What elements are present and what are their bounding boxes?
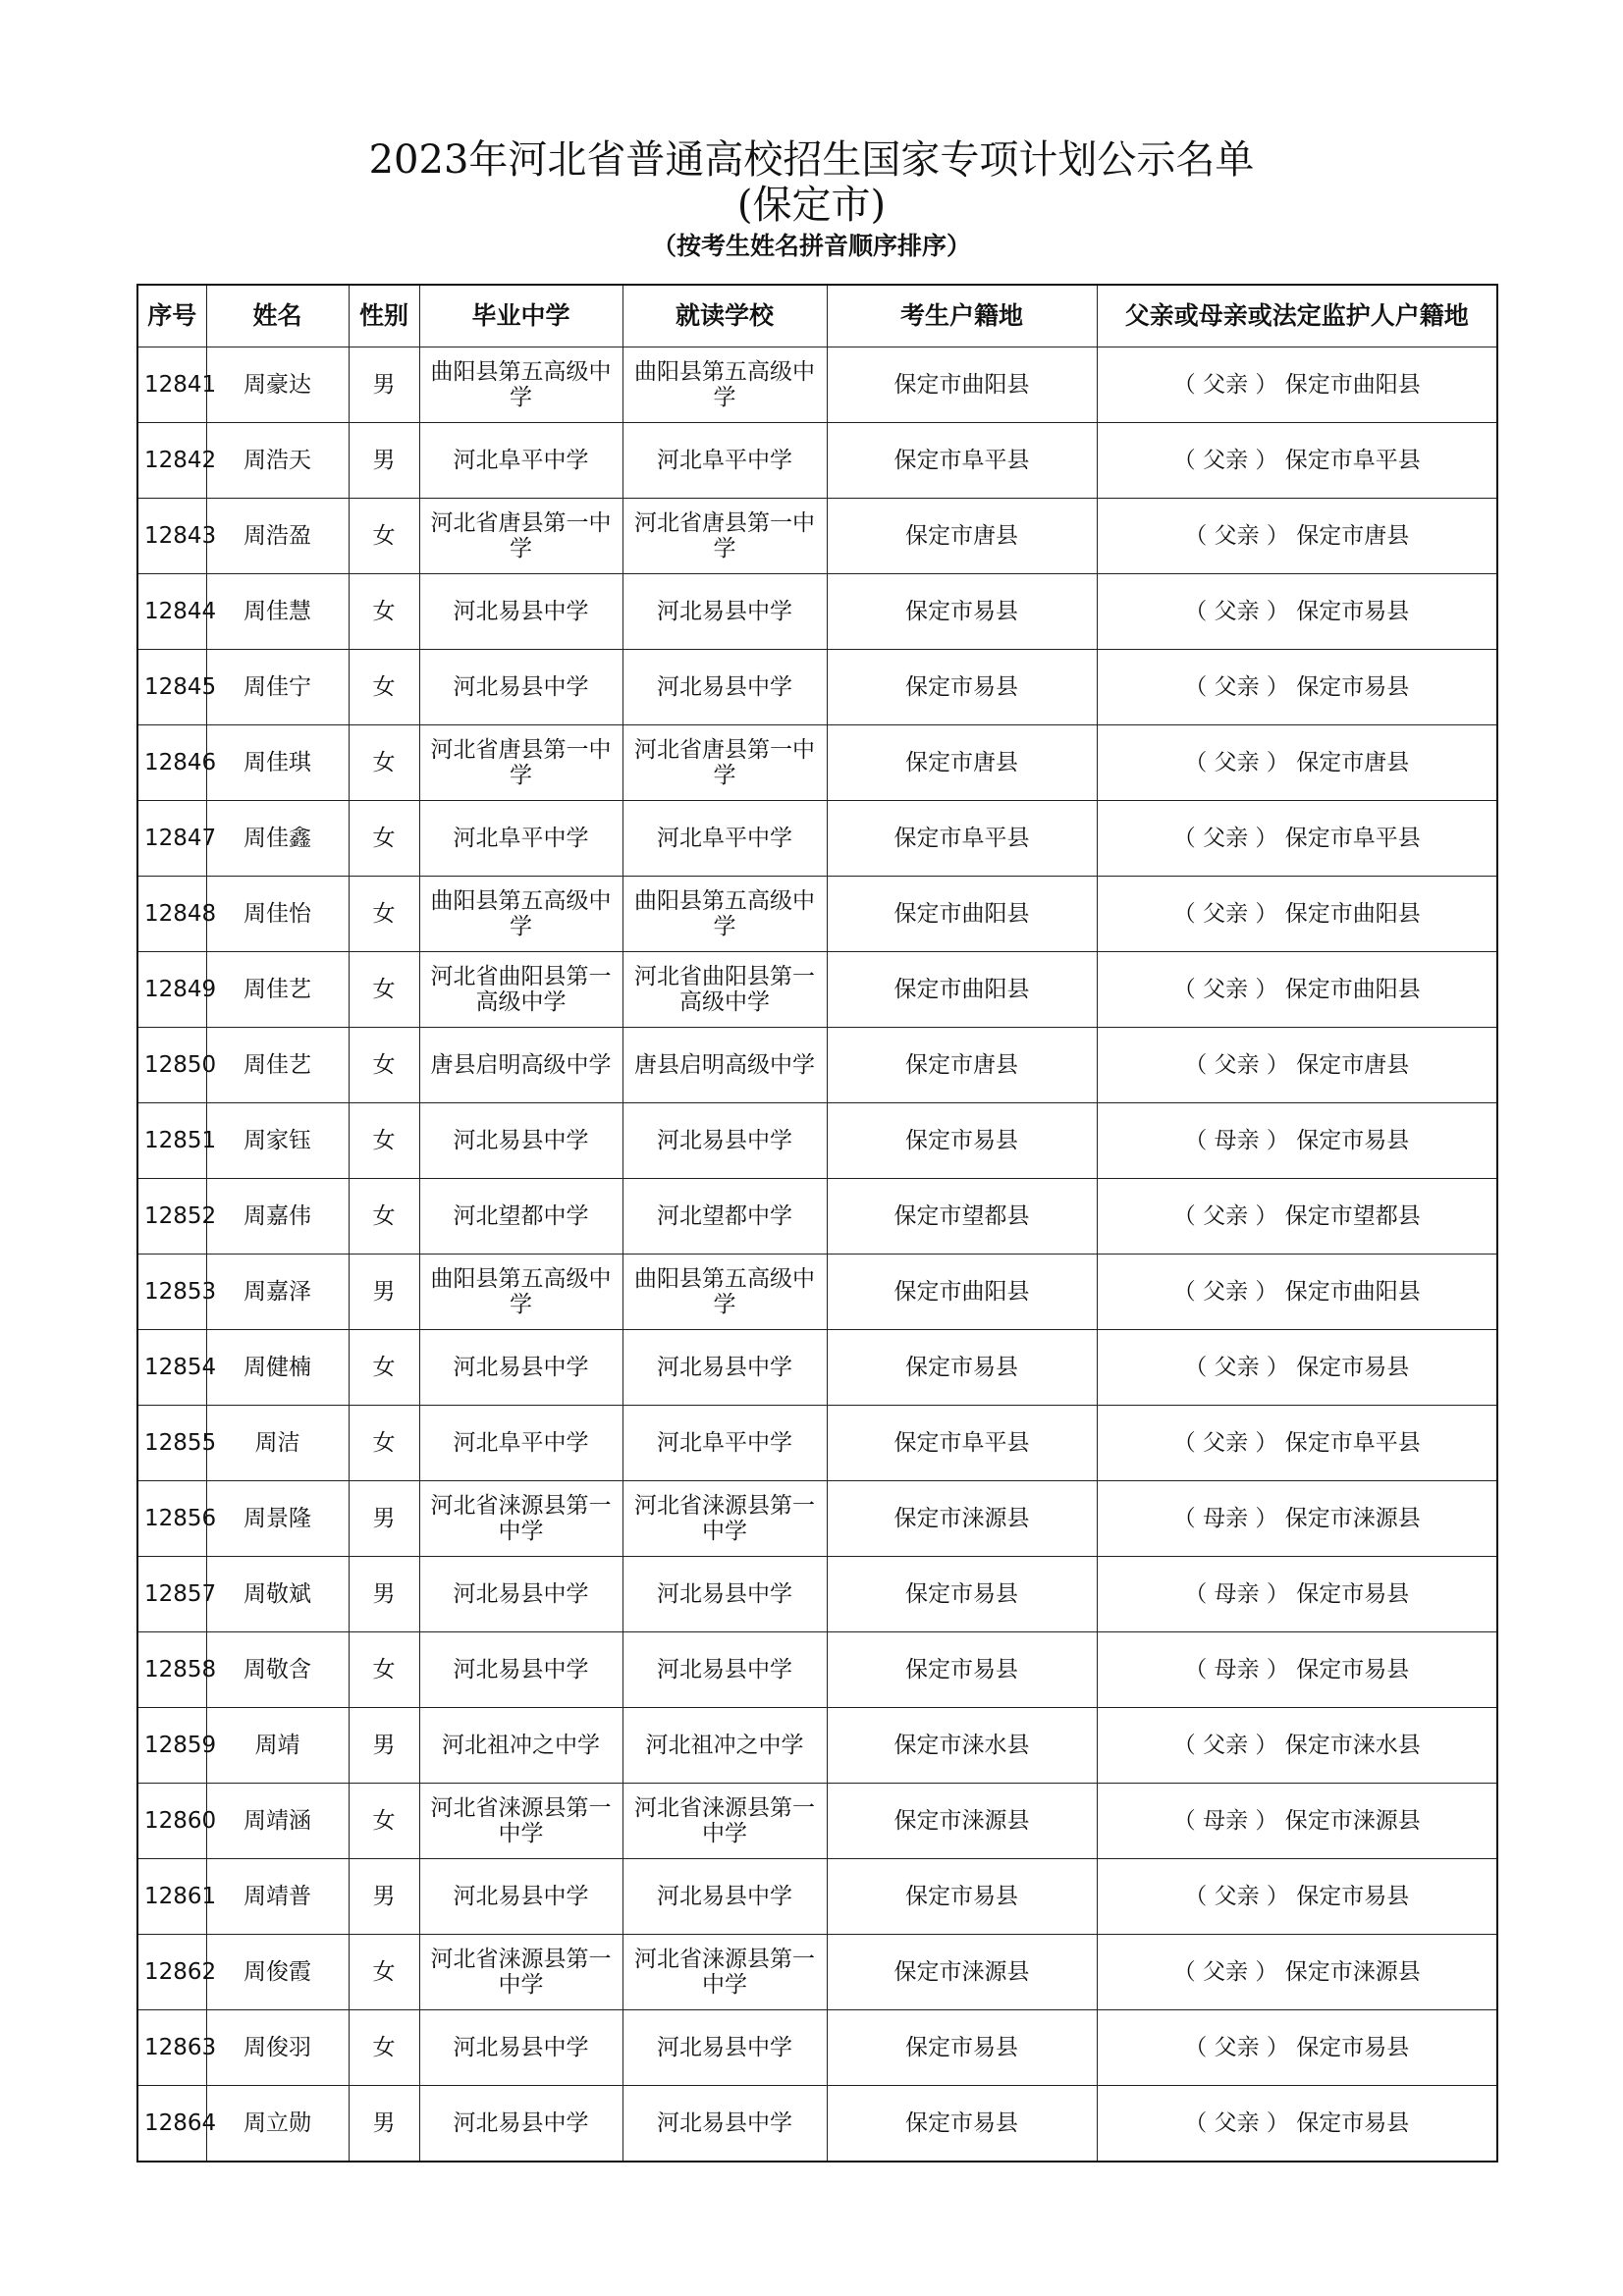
cell-hukou: 保定市涞源县 [827, 1784, 1097, 1859]
cell-gender: 女 [349, 801, 419, 877]
cell-guardian-hukou: （ 父亲 ） 保定市易县 [1097, 2010, 1497, 2086]
cell-current-school: 河北易县中学 [622, 650, 827, 725]
cell-current-school: 曲阳县第五高级中学 [622, 347, 827, 423]
cell-name: 周佳慧 [206, 574, 349, 650]
cell-grad-school: 河北易县中学 [419, 2010, 622, 2086]
col-header-grad-school: 毕业中学 [419, 285, 622, 347]
table-row [137, 952, 1497, 1028]
cell-name: 周洁 [206, 1406, 349, 1481]
cell-gender: 男 [349, 1481, 419, 1557]
table-row [137, 499, 1497, 574]
cell-name: 周佳鑫 [206, 801, 349, 877]
col-header-gender: 性别 [349, 285, 419, 347]
cell-current-school: 河北省唐县第一中学 [622, 499, 827, 574]
cell-hukou: 保定市望都县 [827, 1179, 1097, 1255]
cell-guardian-hukou: （ 父亲 ） 保定市易县 [1097, 1859, 1497, 1935]
cell-gender: 男 [349, 1255, 419, 1330]
cell-gender: 男 [349, 423, 419, 499]
cell-grad-school: 河北易县中学 [419, 1632, 622, 1708]
sort-note: （按考生姓名拼音顺序排序） [651, 232, 971, 260]
cell-grad-school: 河北易县中学 [419, 1859, 622, 1935]
cell-hukou: 保定市唐县 [827, 725, 1097, 801]
cell-current-school: 河北易县中学 [622, 1632, 827, 1708]
cell-guardian-hukou: （ 父亲 ） 保定市易县 [1097, 2086, 1497, 2163]
cell-gender: 女 [349, 1103, 419, 1179]
cell-hukou: 保定市涞源县 [827, 1935, 1097, 2010]
cell-seq: 12857 [137, 1557, 206, 1632]
cell-name: 周敬含 [206, 1632, 349, 1708]
cell-gender: 女 [349, 574, 419, 650]
cell-hukou: 保定市阜平县 [827, 801, 1097, 877]
table-row [137, 1784, 1497, 1859]
cell-grad-school: 河北省涞源县第一中学 [419, 1481, 622, 1557]
table-row [137, 2086, 1497, 2163]
cell-grad-school: 河北易县中学 [419, 1103, 622, 1179]
cell-seq: 12853 [137, 1255, 206, 1330]
cell-hukou: 保定市涞水县 [827, 1708, 1097, 1784]
cell-guardian-hukou: （ 父亲 ） 保定市阜平县 [1097, 423, 1497, 499]
cell-current-school: 河北祖冲之中学 [622, 1708, 827, 1784]
cell-grad-school: 河北省涞源县第一中学 [419, 1935, 622, 2010]
cell-seq: 12843 [137, 499, 206, 574]
cell-guardian-hukou: （ 父亲 ） 保定市阜平县 [1097, 1406, 1497, 1481]
cell-seq: 12854 [137, 1330, 206, 1406]
table-row [137, 650, 1497, 725]
cell-grad-school: 河北易县中学 [419, 1557, 622, 1632]
cell-grad-school: 河北阜平中学 [419, 801, 622, 877]
cell-gender: 女 [349, 1784, 419, 1859]
cell-name: 周浩盈 [206, 499, 349, 574]
cell-seq: 12848 [137, 877, 206, 952]
cell-name: 周敬斌 [206, 1557, 349, 1632]
cell-name: 周嘉伟 [206, 1179, 349, 1255]
cell-hukou: 保定市易县 [827, 2086, 1097, 2163]
cell-guardian-hukou: （ 父亲 ） 保定市涞水县 [1097, 1708, 1497, 1784]
cell-hukou: 保定市易县 [827, 650, 1097, 725]
cell-hukou: 保定市易县 [827, 1632, 1097, 1708]
cell-hukou: 保定市曲阳县 [827, 952, 1097, 1028]
cell-name: 周景隆 [206, 1481, 349, 1557]
cell-current-school: 河北易县中学 [622, 1103, 827, 1179]
cell-seq: 12852 [137, 1179, 206, 1255]
cell-name: 周靖普 [206, 1859, 349, 1935]
cell-name: 周俊霞 [206, 1935, 349, 2010]
table-row [137, 347, 1497, 423]
cell-current-school: 河北省涞源县第一中学 [622, 1481, 827, 1557]
cell-guardian-hukou: （ 父亲 ） 保定市曲阳县 [1097, 877, 1497, 952]
document-title: 2023年河北省普通高校招生国家专项计划公示名单 [368, 137, 1255, 183]
cell-gender: 女 [349, 1632, 419, 1708]
cell-gender: 男 [349, 1708, 419, 1784]
cell-guardian-hukou: （ 父亲 ） 保定市易县 [1097, 650, 1497, 725]
cell-guardian-hukou: （ 父亲 ） 保定市曲阳县 [1097, 347, 1497, 423]
cell-seq: 12862 [137, 1935, 206, 2010]
cell-name: 周靖 [206, 1708, 349, 1784]
cell-gender: 男 [349, 1557, 419, 1632]
cell-grad-school: 河北阜平中学 [419, 423, 622, 499]
cell-guardian-hukou: （ 母亲 ） 保定市易县 [1097, 1103, 1497, 1179]
cell-grad-school: 河北省涞源县第一中学 [419, 1784, 622, 1859]
cell-seq: 12841 [137, 347, 206, 423]
table-row [137, 1406, 1497, 1481]
table-header-row [137, 285, 1497, 347]
document-subtitle: (保定市) [736, 183, 887, 228]
table-row [137, 1632, 1497, 1708]
cell-grad-school: 曲阳县第五高级中学 [419, 1255, 622, 1330]
cell-name: 周浩天 [206, 423, 349, 499]
cell-hukou: 保定市曲阳县 [827, 877, 1097, 952]
cell-name: 周佳琪 [206, 725, 349, 801]
cell-guardian-hukou: （ 父亲 ） 保定市曲阳县 [1097, 1255, 1497, 1330]
cell-seq: 12850 [137, 1028, 206, 1103]
table-row [137, 1859, 1497, 1935]
cell-current-school: 河北易县中学 [622, 1330, 827, 1406]
cell-current-school: 河北省唐县第一中学 [622, 725, 827, 801]
table-row [137, 1028, 1497, 1103]
cell-gender: 女 [349, 1179, 419, 1255]
cell-hukou: 保定市易县 [827, 1330, 1097, 1406]
cell-current-school: 河北易县中学 [622, 2086, 827, 2163]
cell-gender: 女 [349, 2010, 419, 2086]
cell-gender: 女 [349, 877, 419, 952]
cell-gender: 女 [349, 725, 419, 801]
cell-name: 周豪达 [206, 347, 349, 423]
cell-guardian-hukou: （ 母亲 ） 保定市易县 [1097, 1632, 1497, 1708]
cell-guardian-hukou: （ 父亲 ） 保定市涞源县 [1097, 1935, 1497, 2010]
cell-current-school: 河北省涞源县第一中学 [622, 1935, 827, 2010]
cell-gender: 女 [349, 1406, 419, 1481]
cell-name: 周健楠 [206, 1330, 349, 1406]
cell-seq: 12846 [137, 725, 206, 801]
cell-guardian-hukou: （ 父亲 ） 保定市望都县 [1097, 1179, 1497, 1255]
cell-hukou: 保定市唐县 [827, 499, 1097, 574]
cell-hukou: 保定市易县 [827, 1103, 1097, 1179]
cell-current-school: 河北省涞源县第一中学 [622, 1784, 827, 1859]
table-row [137, 1179, 1497, 1255]
cell-seq: 12864 [137, 2086, 206, 2163]
cell-name: 周嘉泽 [206, 1255, 349, 1330]
cell-current-school: 唐县启明高级中学 [622, 1028, 827, 1103]
cell-grad-school: 曲阳县第五高级中学 [419, 347, 622, 423]
roster-table [136, 284, 1498, 2163]
cell-current-school: 河北易县中学 [622, 2010, 827, 2086]
cell-seq: 12855 [137, 1406, 206, 1481]
cell-grad-school: 河北望都中学 [419, 1179, 622, 1255]
cell-hukou: 保定市涞源县 [827, 1481, 1097, 1557]
table-row [137, 423, 1497, 499]
table-row [137, 1557, 1497, 1632]
table-row [137, 2010, 1497, 2086]
cell-grad-school: 河北易县中学 [419, 1330, 622, 1406]
cell-seq: 12849 [137, 952, 206, 1028]
cell-hukou: 保定市曲阳县 [827, 347, 1097, 423]
cell-grad-school: 河北省曲阳县第一高级中学 [419, 952, 622, 1028]
cell-seq: 12858 [137, 1632, 206, 1708]
table-row [137, 801, 1497, 877]
cell-name: 周佳艺 [206, 1028, 349, 1103]
cell-gender: 男 [349, 1859, 419, 1935]
cell-guardian-hukou: （ 父亲 ） 保定市易县 [1097, 574, 1497, 650]
cell-current-school: 河北阜平中学 [622, 801, 827, 877]
cell-name: 周家钰 [206, 1103, 349, 1179]
cell-current-school: 曲阳县第五高级中学 [622, 1255, 827, 1330]
cell-gender: 女 [349, 1330, 419, 1406]
table-row [137, 574, 1497, 650]
cell-seq: 12859 [137, 1708, 206, 1784]
cell-current-school: 河北易县中学 [622, 574, 827, 650]
cell-guardian-hukou: （ 母亲 ） 保定市涞源县 [1097, 1481, 1497, 1557]
table-row [137, 1330, 1497, 1406]
table-row [137, 1103, 1497, 1179]
cell-name: 周靖涵 [206, 1784, 349, 1859]
cell-grad-school: 河北易县中学 [419, 2086, 622, 2163]
table-row [137, 1708, 1497, 1784]
cell-grad-school: 河北省唐县第一中学 [419, 499, 622, 574]
col-header-name: 姓名 [206, 285, 349, 347]
table-row [137, 1255, 1497, 1330]
col-header-guardian-hukou: 父亲或母亲或法定监护人户籍地 [1097, 285, 1497, 347]
cell-gender: 男 [349, 2086, 419, 2163]
cell-grad-school: 唐县启明高级中学 [419, 1028, 622, 1103]
table-row [137, 1935, 1497, 2010]
cell-gender: 女 [349, 1028, 419, 1103]
cell-name: 周立勋 [206, 2086, 349, 2163]
cell-gender: 女 [349, 499, 419, 574]
cell-grad-school: 河北阜平中学 [419, 1406, 622, 1481]
cell-seq: 12860 [137, 1784, 206, 1859]
cell-current-school: 河北易县中学 [622, 1859, 827, 1935]
cell-current-school: 河北望都中学 [622, 1179, 827, 1255]
cell-seq: 12844 [137, 574, 206, 650]
cell-gender: 女 [349, 650, 419, 725]
cell-seq: 12861 [137, 1859, 206, 1935]
cell-hukou: 保定市易县 [827, 1557, 1097, 1632]
cell-hukou: 保定市曲阳县 [827, 1255, 1097, 1330]
cell-hukou: 保定市阜平县 [827, 423, 1097, 499]
cell-guardian-hukou: （ 父亲 ） 保定市曲阳县 [1097, 952, 1497, 1028]
cell-current-school: 河北阜平中学 [622, 1406, 827, 1481]
col-header-current-school: 就读学校 [622, 285, 827, 347]
table-row [137, 877, 1497, 952]
cell-gender: 女 [349, 1935, 419, 2010]
col-header-hukou: 考生户籍地 [827, 285, 1097, 347]
cell-hukou: 保定市易县 [827, 2010, 1097, 2086]
cell-guardian-hukou: （ 父亲 ） 保定市唐县 [1097, 725, 1497, 801]
cell-name: 周俊羽 [206, 2010, 349, 2086]
table-body [137, 347, 1497, 2163]
cell-guardian-hukou: （ 父亲 ） 保定市阜平县 [1097, 801, 1497, 877]
cell-hukou: 保定市易县 [827, 574, 1097, 650]
cell-grad-school: 河北祖冲之中学 [419, 1708, 622, 1784]
cell-grad-school: 河北易县中学 [419, 574, 622, 650]
cell-seq: 12845 [137, 650, 206, 725]
cell-grad-school: 河北省唐县第一中学 [419, 725, 622, 801]
cell-name: 周佳艺 [206, 952, 349, 1028]
cell-guardian-hukou: （ 父亲 ） 保定市唐县 [1097, 499, 1497, 574]
cell-name: 周佳怡 [206, 877, 349, 952]
cell-hukou: 保定市易县 [827, 1859, 1097, 1935]
table-row [137, 1481, 1497, 1557]
cell-guardian-hukou: （ 父亲 ） 保定市易县 [1097, 1330, 1497, 1406]
cell-name: 周佳宁 [206, 650, 349, 725]
cell-current-school: 曲阳县第五高级中学 [622, 877, 827, 952]
cell-current-school: 河北省曲阳县第一高级中学 [622, 952, 827, 1028]
cell-seq: 12863 [137, 2010, 206, 2086]
cell-gender: 男 [349, 347, 419, 423]
table-row [137, 725, 1497, 801]
cell-hukou: 保定市唐县 [827, 1028, 1097, 1103]
cell-guardian-hukou: （ 母亲 ） 保定市涞源县 [1097, 1784, 1497, 1859]
cell-guardian-hukou: （ 母亲 ） 保定市易县 [1097, 1557, 1497, 1632]
cell-seq: 12851 [137, 1103, 206, 1179]
cell-current-school: 河北阜平中学 [622, 423, 827, 499]
cell-seq: 12842 [137, 423, 206, 499]
cell-grad-school: 河北易县中学 [419, 650, 622, 725]
cell-seq: 12847 [137, 801, 206, 877]
cell-seq: 12856 [137, 1481, 206, 1557]
cell-grad-school: 曲阳县第五高级中学 [419, 877, 622, 952]
cell-gender: 女 [349, 952, 419, 1028]
cell-current-school: 河北易县中学 [622, 1557, 827, 1632]
cell-guardian-hukou: （ 父亲 ） 保定市唐县 [1097, 1028, 1497, 1103]
cell-hukou: 保定市阜平县 [827, 1406, 1097, 1481]
col-header-seq: 序号 [137, 285, 206, 347]
